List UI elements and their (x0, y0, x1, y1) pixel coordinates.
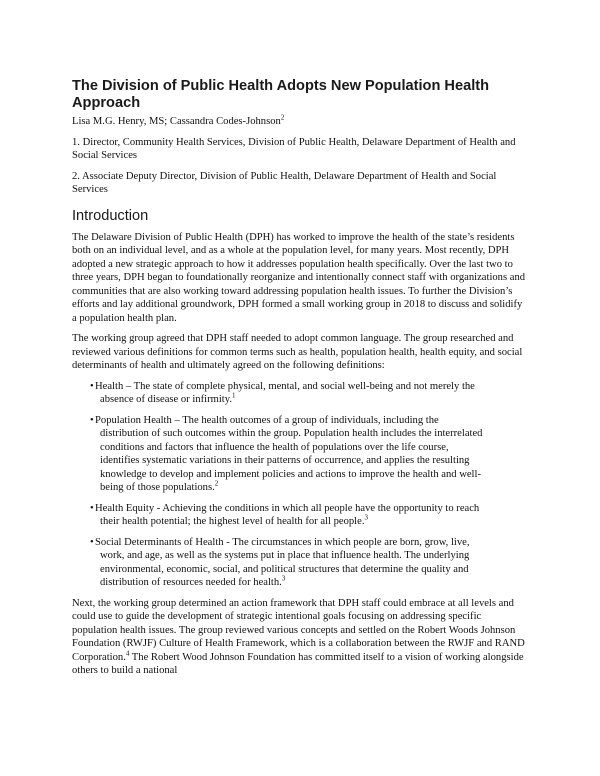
definition-item-health-equity (90, 502, 528, 529)
definitions-list (72, 380, 528, 590)
paragraph-3-text-end: The Robert Wood Johnson Foundation has committed itself to a vision of working alongside others to build a national (72, 651, 524, 676)
definition-text: Population Health – The health outcomes of a group of individuals, including the distribution of such outcomes within the group. Population health includes the interrelated conditions and factors that influence the health of populations over the life course, identifies systematic variations in their patterns of occurrence, and applies the resulting knowledge to develop and implement policies and actions to improve the health and well-being of those populations. (95, 414, 483, 493)
footnote-ref: 4 (125, 648, 130, 657)
author-superscript: 2 (280, 113, 285, 122)
bullet-icon: • (90, 380, 94, 392)
definition-item-health (90, 380, 528, 407)
definition-item-social-determinants (90, 536, 528, 590)
footnote-ref: 2 (214, 479, 219, 488)
affiliation-2: 2. Associate Deputy Director, Division of Public Health, Delaware Department of Health and Social Services (72, 170, 497, 195)
section-heading-introduction: Introduction (72, 207, 149, 224)
affiliation-1: 1. Director, Community Health Services, Division of Public Health, Delaware Department of Health and Social Services (72, 136, 516, 161)
footnote-ref: 3 (281, 574, 286, 583)
definition-text: Health Equity - Achieving the conditions in which all people have the opportunity to reach their health potential; the highest level of health for all people. (95, 502, 480, 527)
definition-item-population-health (90, 414, 528, 495)
definition-text: Health – The state of complete physical, mental, and social well-being and not merely the absence of disease or infirmity. (95, 380, 475, 405)
author-line (72, 115, 528, 129)
bullet-icon: • (90, 502, 94, 514)
footnote-ref: 3 (364, 513, 368, 522)
paragraph-3-text-start: Next, the working group determined an action framework that DPH staff could embrace at all levels and could use to guide the development of strategic intentional goals focusing on addressing specific population health issues. The group reviewed various concepts and settled on the Robert Woods Johnson Foundation (RWJF) Culture of Health Framework, which is a collaboration between the RWJF and RAND Corporation. (72, 597, 525, 663)
intro-paragraph-3 (72, 597, 528, 678)
bullet-icon: • (90, 536, 94, 548)
bullet-icon: • (90, 414, 94, 426)
definition-text: Social Determinants of Health - The circumstances in which people are born, grow, live, work, and age, as well as the systems put in place that influence health. The underlying environmental, economic, social, and political structures that determine the quality and distribution of resources needed for health. (95, 536, 470, 588)
paper-title: The Division of Public Health Adopts New Population Health Approach (72, 78, 490, 111)
intro-paragraph-2: The working group agreed that DPH staff needed to adopt common language. The group researched and reviewed various definitions for common terms such as health, population health, health equity, and social determinants of health and ultimately agreed on the following definitions: (72, 333, 523, 371)
footnote-ref: 1 (231, 391, 236, 400)
author-names: Lisa M.G. Henry, MS; Cassandra Codes-Johnson (72, 116, 281, 127)
intro-paragraph-1: The Delaware Division of Public Health (DPH) has worked to improve the health of the state’s residents both on an individual level, and as a whole at the population level, for many years. Most recently, DPH adopted a new strategic approach to how it addresses population health specifically. Over the last two to three years, DPH began to foundationally reorganize and intentionally connect staff with organizations and communities that are also working toward addressing population health issues. To further the Division’s efforts and lay additional groundwork, DPH formed a small working group in 2018 to discuss and solidify a population health plan. (72, 231, 526, 324)
